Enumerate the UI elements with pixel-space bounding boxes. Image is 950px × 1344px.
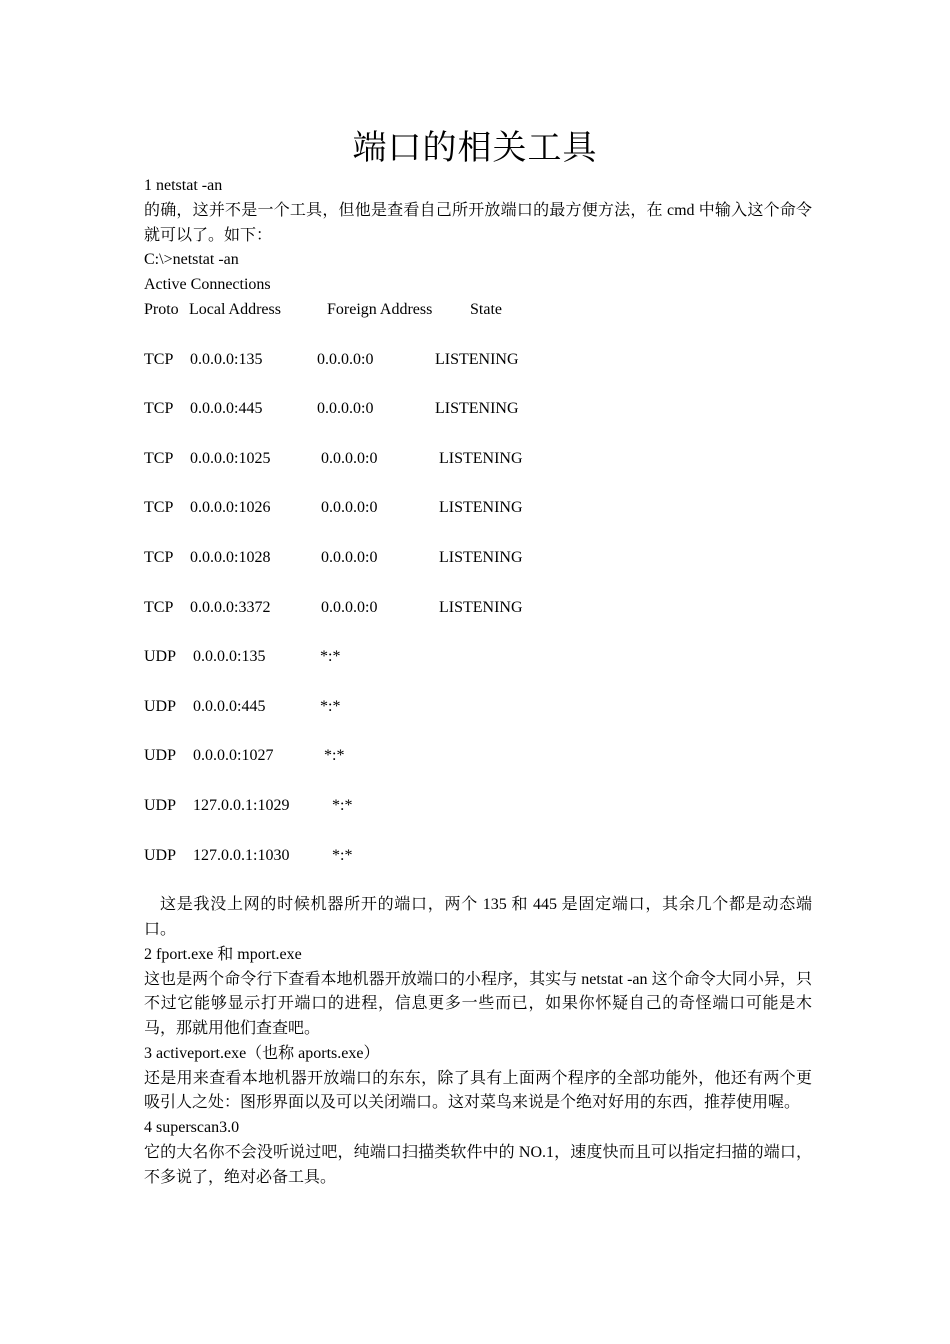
- cell-local-address: 0.0.0.0:135: [193, 648, 266, 666]
- netstat-header-row: [144, 298, 812, 323]
- netstat-row: [144, 546, 812, 571]
- cell-proto: UDP: [144, 747, 177, 765]
- blank-line: [144, 819, 812, 844]
- active-connections-label: Active Connections: [144, 276, 271, 294]
- cell-local-address: 127.0.0.1:1030: [193, 846, 290, 864]
- cell-foreign-address: 0.0.0.0:0: [321, 598, 378, 616]
- cell-state: LISTENING: [439, 499, 523, 517]
- cell-foreign-address: 0.0.0.0:0: [317, 400, 374, 418]
- cell-local-address: 0.0.0.0:1028: [190, 548, 271, 566]
- cell-local-address: 0.0.0.0:135: [190, 350, 263, 368]
- netstat-row: [144, 348, 812, 373]
- cell-foreign-address: *:*: [332, 796, 353, 814]
- header-foreign-address: Foreign Address: [327, 300, 433, 318]
- cell-proto: UDP: [144, 697, 177, 715]
- section-1-note: 这是我没上网的时候机器所开的端口，两个 135 和 445 是固定端口，其余几个都是动态端口。: [144, 896, 812, 938]
- cell-proto: TCP: [144, 449, 174, 467]
- cell-proto: TCP: [144, 350, 174, 368]
- blank-line: [144, 372, 812, 397]
- netstat-row: [144, 496, 812, 521]
- cell-foreign-address: *:*: [324, 747, 345, 765]
- section-2-heading: 2 fport.exe 和 mport.exe: [144, 945, 302, 963]
- netstat-row: [144, 744, 812, 769]
- cell-state: LISTENING: [435, 350, 519, 368]
- netstat-row: [144, 447, 812, 472]
- section-2-text: 这也是两个命令行下查看本地机器开放端口的小程序，其实与 netstat -an 这个命令大同小异，只不过它能够显示打开端口的进程，信息更多一些而已，如果你怀疑自己的奇怪端口可能是木马，那就用他们查查吧。: [144, 970, 812, 1038]
- netstat-row: [144, 397, 812, 422]
- cell-proto: TCP: [144, 400, 174, 418]
- cell-proto: UDP: [144, 796, 177, 814]
- section-3-text: 还是用来查看本地机器开放端口的东东，除了具有上面两个程序的全部功能外，他还有两个更吸引人之处：图形界面以及可以关闭端口。这对菜鸟来说是个绝对好用的东西，推荐使用喔。: [144, 1069, 812, 1112]
- blank-line: [144, 472, 812, 497]
- blank-line: [144, 521, 812, 546]
- netstat-row: [144, 645, 812, 670]
- cell-local-address: 0.0.0.0:445: [193, 697, 266, 715]
- cell-foreign-address: *:*: [332, 846, 353, 864]
- blank-line: [144, 670, 812, 695]
- header-local-address: Local Address: [189, 300, 281, 318]
- blank-line: [144, 571, 812, 596]
- cell-proto: UDP: [144, 648, 177, 666]
- header-state: State: [470, 300, 502, 318]
- blank-line: [144, 620, 812, 645]
- document-body: [144, 174, 812, 1191]
- cell-proto: UDP: [144, 846, 177, 864]
- cell-state: LISTENING: [439, 598, 523, 616]
- netstat-row: [144, 794, 812, 819]
- section-1-heading: 1 netstat -an: [144, 177, 223, 194]
- cell-local-address: 0.0.0.0:1027: [193, 747, 274, 765]
- blank-line: [144, 720, 812, 745]
- cell-foreign-address: 0.0.0.0:0: [321, 548, 378, 566]
- netstat-rows: [144, 323, 812, 869]
- cell-local-address: 0.0.0.0:1025: [190, 449, 271, 467]
- cell-local-address: 0.0.0.0:3372: [190, 598, 271, 616]
- cell-foreign-address: *:*: [320, 648, 341, 666]
- section-3-heading: 3 activeport.exe（也称 aports.exe）: [144, 1044, 380, 1062]
- netstat-row: [144, 596, 812, 621]
- cell-local-address: 127.0.0.1:1029: [193, 796, 290, 814]
- command-line: C:\>netstat -an: [144, 251, 239, 269]
- cell-state: LISTENING: [439, 548, 523, 566]
- document-title: 端口的相关工具: [352, 130, 598, 167]
- cell-foreign-address: *:*: [320, 697, 341, 715]
- blank-line: [144, 422, 812, 447]
- cell-local-address: 0.0.0.0:1026: [190, 499, 271, 517]
- blank-line: [144, 769, 812, 794]
- section-4-text: 它的大名你不会没听说过吧，纯端口扫描类软件中的 NO.1，速度快而且可以指定扫描的端口，不多说了，绝对必备工具。: [144, 1144, 812, 1186]
- cell-proto: TCP: [144, 598, 174, 616]
- cell-state: LISTENING: [435, 400, 519, 418]
- cell-foreign-address: 0.0.0.0:0: [321, 449, 378, 467]
- section-1-text: 的确，这并不是一个工具，但他是查看自己所开放端口的最方便方法，在 cmd 中输入这个命令就可以了。如下：: [144, 201, 812, 244]
- cell-foreign-address: 0.0.0.0:0: [321, 499, 378, 517]
- blank-line: [144, 323, 812, 348]
- cell-local-address: 0.0.0.0:445: [190, 400, 263, 418]
- netstat-row: [144, 695, 812, 720]
- cell-proto: TCP: [144, 499, 174, 517]
- section-4-heading: 4 superscan3.0: [144, 1119, 240, 1137]
- cell-foreign-address: 0.0.0.0:0: [317, 350, 374, 368]
- header-proto: Proto: [144, 300, 179, 318]
- cell-proto: TCP: [144, 548, 174, 566]
- netstat-row: [144, 844, 812, 869]
- cell-state: LISTENING: [439, 449, 523, 467]
